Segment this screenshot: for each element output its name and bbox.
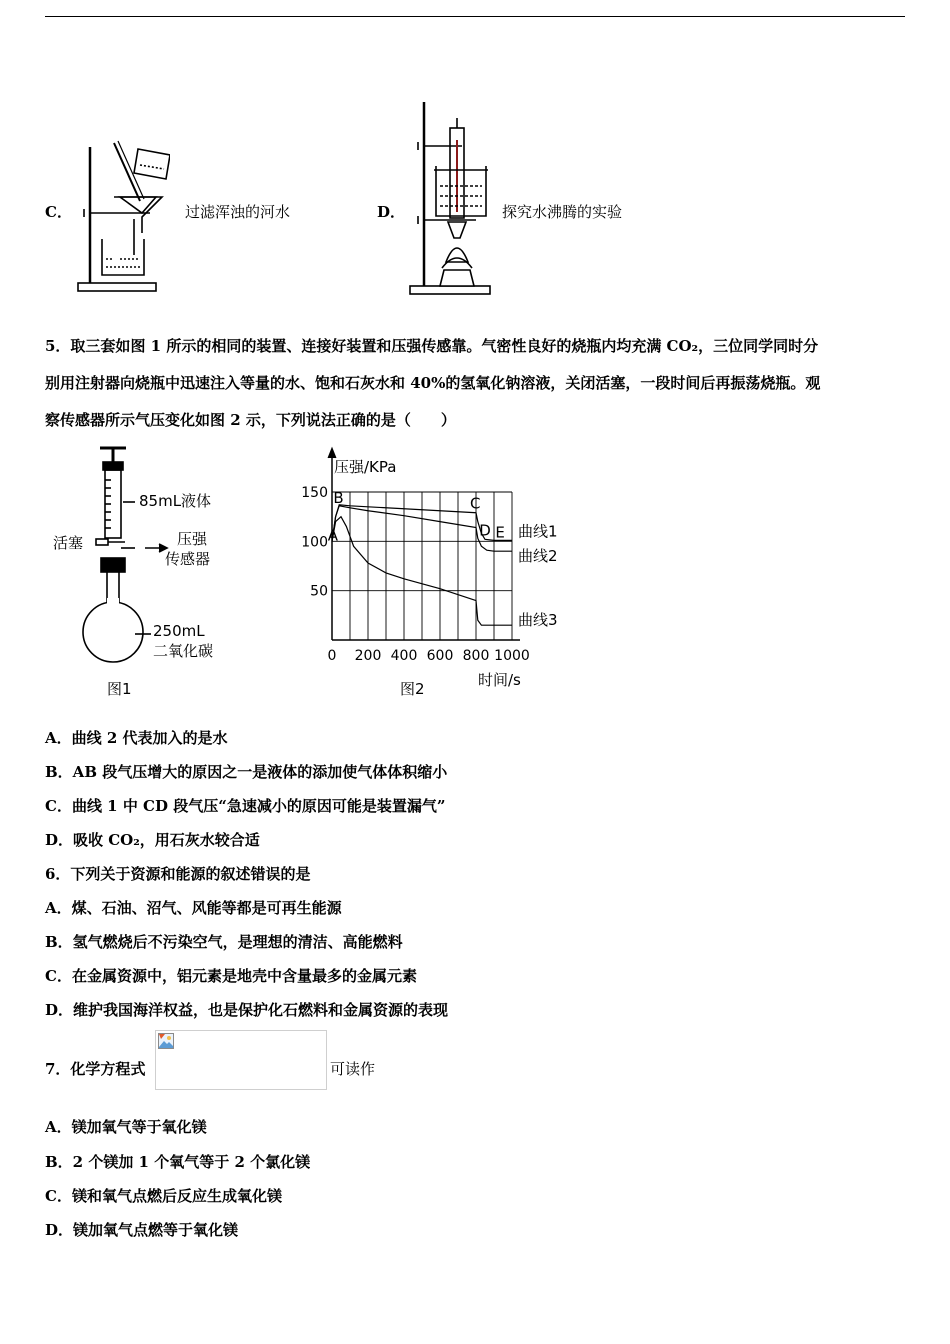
q7-option-d: D．镁加氧气点燃等于氧化镁 bbox=[45, 1221, 239, 1239]
header-rule bbox=[45, 16, 905, 17]
q5-option-d: D．吸收 CO₂，用石灰水较合适 bbox=[45, 831, 260, 849]
fig1-flask-label-2: 二氧化碳 bbox=[153, 642, 214, 660]
y-tick-label: 50 bbox=[310, 583, 328, 600]
q5-option-b: B．AB 段气压增大的原因之一是液体的添加使气体体积缩小 bbox=[45, 763, 448, 781]
fig1-valve-label: 活塞 bbox=[53, 534, 84, 552]
point-label-A: A bbox=[327, 526, 339, 545]
q7-stem-after: 可读作 bbox=[330, 1060, 376, 1078]
q6-option-a: A．煤、石油、沼气、风能等都是可再生能源 bbox=[45, 899, 342, 917]
y-tick-label: 150 bbox=[301, 485, 328, 501]
chart-axes bbox=[328, 448, 520, 640]
q5-option-c: C．曲线 1 中 CD 段气压“急速减小的原因可能是装置漏气” bbox=[45, 797, 446, 815]
series-label-3: 曲线3 bbox=[518, 611, 558, 630]
point-label-D: D bbox=[479, 521, 491, 540]
figure-2-pressure-chart bbox=[290, 440, 575, 705]
broken-image-icon bbox=[158, 1033, 174, 1049]
q5-stem-line-2: 别用注射器向烧瓶中迅速注入等量的水、饱和石灰水和 40%的氢氧化钠溶液，关闭活塞，一段时间后再振荡烧瓶。观 bbox=[45, 374, 821, 392]
q7-option-c: C．镁和氧气点燃后反应生成氧化镁 bbox=[45, 1187, 282, 1205]
q6-option-b: B．氢气燃烧后不污染空气，是理想的清洁、高能燃料 bbox=[45, 933, 403, 951]
q5-stem-line-3: 察传感器所示气压变化如图 2 示，下列说法正确的是（ ） bbox=[45, 411, 456, 429]
chart-grid bbox=[332, 492, 512, 640]
y-tick-label: 100 bbox=[301, 534, 328, 551]
point-label-C: C bbox=[470, 494, 481, 513]
boiling-water-apparatus-illustration bbox=[400, 100, 495, 298]
fig1-liquid-label: 85mL液体 bbox=[139, 492, 212, 510]
x-tick-label: 400 bbox=[390, 648, 418, 664]
q6-stem: 6．下列关于资源和能源的叙述错误的是 bbox=[45, 865, 311, 883]
fig1-sensor-label-1: 压强 bbox=[177, 530, 208, 548]
y-axis-arrow bbox=[328, 448, 336, 458]
x-tick-label: 800 bbox=[462, 648, 490, 664]
series-label-2: 曲线2 bbox=[518, 547, 558, 566]
series-label-1: 曲线1 bbox=[518, 522, 558, 541]
q6-option-d: D．维护我国海洋权益，也是保护化石燃料和金属资源的表现 bbox=[45, 1001, 449, 1019]
figure-1-apparatus bbox=[45, 440, 235, 705]
q4-option-c-caption: 过滤浑浊的河水 bbox=[185, 203, 291, 221]
fig1-flask-label-1: 250mL bbox=[153, 622, 205, 640]
q5-stem-line-1: 5．取三套如图 1 所示的相同的装置、连接好装置和压强传感靠。气密性良好的烧瓶内均充满 CO₂，三位同学同时分 bbox=[45, 337, 819, 355]
x-tick-label: 600 bbox=[426, 648, 454, 664]
q4-option-d-letter: D． bbox=[377, 203, 406, 221]
chart-caption: 图2 bbox=[400, 680, 425, 698]
chart-x-axis-label: 时间/s bbox=[478, 671, 521, 689]
x-tick-label: 1000 bbox=[494, 648, 530, 664]
fig1-caption: 图1 bbox=[107, 680, 132, 698]
q7-option-a: A．镁加氧气等于氧化镁 bbox=[45, 1118, 207, 1136]
q6-option-c: C．在金属资源中，铝元素是地壳中含量最多的金属元素 bbox=[45, 967, 417, 985]
q4-option-c-letter: C． bbox=[45, 203, 72, 221]
x-tick-label: 0 bbox=[327, 648, 337, 664]
chart-y-axis-label: 压强/KPa bbox=[334, 458, 397, 476]
equation-image-placeholder bbox=[155, 1030, 327, 1090]
fig1-sensor-label-2: 传感器 bbox=[165, 550, 211, 568]
x-tick-label: 200 bbox=[354, 648, 382, 664]
q5-option-a: A．曲线 2 代表加入的是水 bbox=[45, 729, 228, 747]
q7-stem-before: 7．化学方程式 bbox=[45, 1060, 146, 1078]
q7-option-b: B．2 个镁加 1 个氧气等于 2 个氯化镁 bbox=[45, 1153, 311, 1171]
chart-labels-group bbox=[301, 485, 557, 664]
point-label-B: B bbox=[333, 488, 344, 507]
q4-option-d-caption: 探究水沸腾的实验 bbox=[502, 203, 623, 221]
filtration-apparatus-illustration bbox=[70, 135, 170, 300]
point-label-E: E bbox=[495, 523, 505, 542]
